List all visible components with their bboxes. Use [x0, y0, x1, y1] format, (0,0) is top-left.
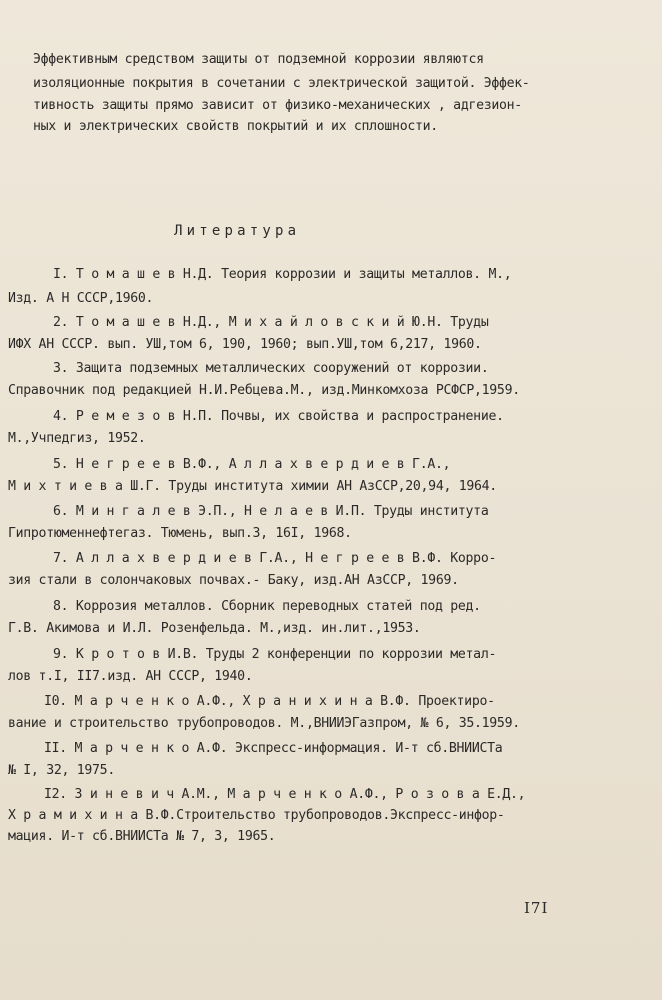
reference-line: Х р а м и х и н а В.Ф.Строительство трубопроводов.Экспресс-инфор- — [8, 808, 505, 823]
reference-line: I2. З и н е в и ч А.М., М а р ч е н к о А.Ф., Р о з о в а Е.Д., — [44, 787, 526, 802]
reference-line: мация. И-т сб.ВНИИСТа № 7, 3, 1965. — [8, 829, 276, 844]
reference-line: зия стали в солончаковых почвах.- Баку, изд.АН АзССР, 1969. — [8, 573, 459, 588]
reference-line: М и х т и е в а Ш.Г. Труды института химии АН АзССР,20,94, 1964. — [8, 479, 497, 494]
reference-line: I0. М а р ч е н к о А.Ф., Х р а н и х и н а В.Ф. Проектиро- — [44, 694, 495, 709]
reference-line: II. М а р ч е н к о А.Ф. Экспресс-информация. И-т сб.ВНИИСТа — [44, 741, 503, 756]
reference-line: 3. Защита подземных металлических сооружений от коррозии. — [53, 361, 489, 376]
intro-line: изоляционные покрытия в сочетании с электрической защитой. Эффек- — [33, 76, 530, 91]
reference-line: М.,Учпедгиз, 1952. — [8, 431, 146, 446]
reference-line: 8. Коррозия металлов. Сборник переводных статей под ред. — [53, 599, 481, 614]
intro-line: ных и электрических свойств покрытий и их сплошности. — [33, 119, 438, 134]
reference-line: 7. А л л а х в е р д и е в Г.А., Н е г р е е в В.Ф. Корро- — [53, 551, 497, 566]
reference-line: лов т.I, II7.изд. АН СССР, 1940. — [8, 669, 253, 684]
reference-line: 9. К р о т о в И.В. Труды 2 конференции по коррозии метал- — [53, 647, 497, 662]
intro-line: тивность защиты прямо зависит от физико-механических , адгезион- — [33, 98, 522, 113]
intro-line: Эффективным средством защиты от подземной коррозии являются — [33, 52, 484, 67]
reference-line: ИФХ АН СССР. вып. УШ,том 6, 190, 1960; вып.УШ,том 6,217, 1960. — [8, 337, 482, 352]
reference-line: Справочник под редакцией Н.И.Ребцева.М., изд.Минкомхоза РСФСР,1959. — [8, 383, 520, 398]
reference-line: № I, 32, 1975. — [8, 763, 115, 778]
reference-line: 5. Н е г р е е в В.Ф., А л л а х в е р д и е в Г.А., — [53, 457, 451, 472]
reference-line: Изд. А Н СССР,1960. — [8, 291, 154, 306]
reference-line: 2. Т о м а ш е в Н.Д., М и х а й л о в с к и й Ю.Н. Труды — [53, 315, 489, 330]
section-heading: Литература — [174, 223, 301, 239]
reference-line: 6. М и н г а л е в Э.П., Н е л а е в И.П. Труды института — [53, 504, 489, 519]
reference-line: Г.В. Акимова и И.Л. Розенфельда. М.,изд. ин.лит.,1953. — [8, 621, 421, 636]
reference-line: 4. Р е м е з о в Н.П. Почвы, их свойства и распространение. — [53, 409, 504, 424]
page-number: I7I — [524, 899, 549, 917]
reference-line: вание и строительство трубопроводов. М.,ВНИИЭГазпром, № 6, 35.1959. — [8, 716, 520, 731]
reference-line: I. Т о м а ш е в Н.Д. Теория коррозии и защиты металлов. М., — [53, 267, 512, 282]
reference-line: Гипротюменнефтегаз. Тюмень, вып.3, 16I, 1968. — [8, 526, 352, 541]
